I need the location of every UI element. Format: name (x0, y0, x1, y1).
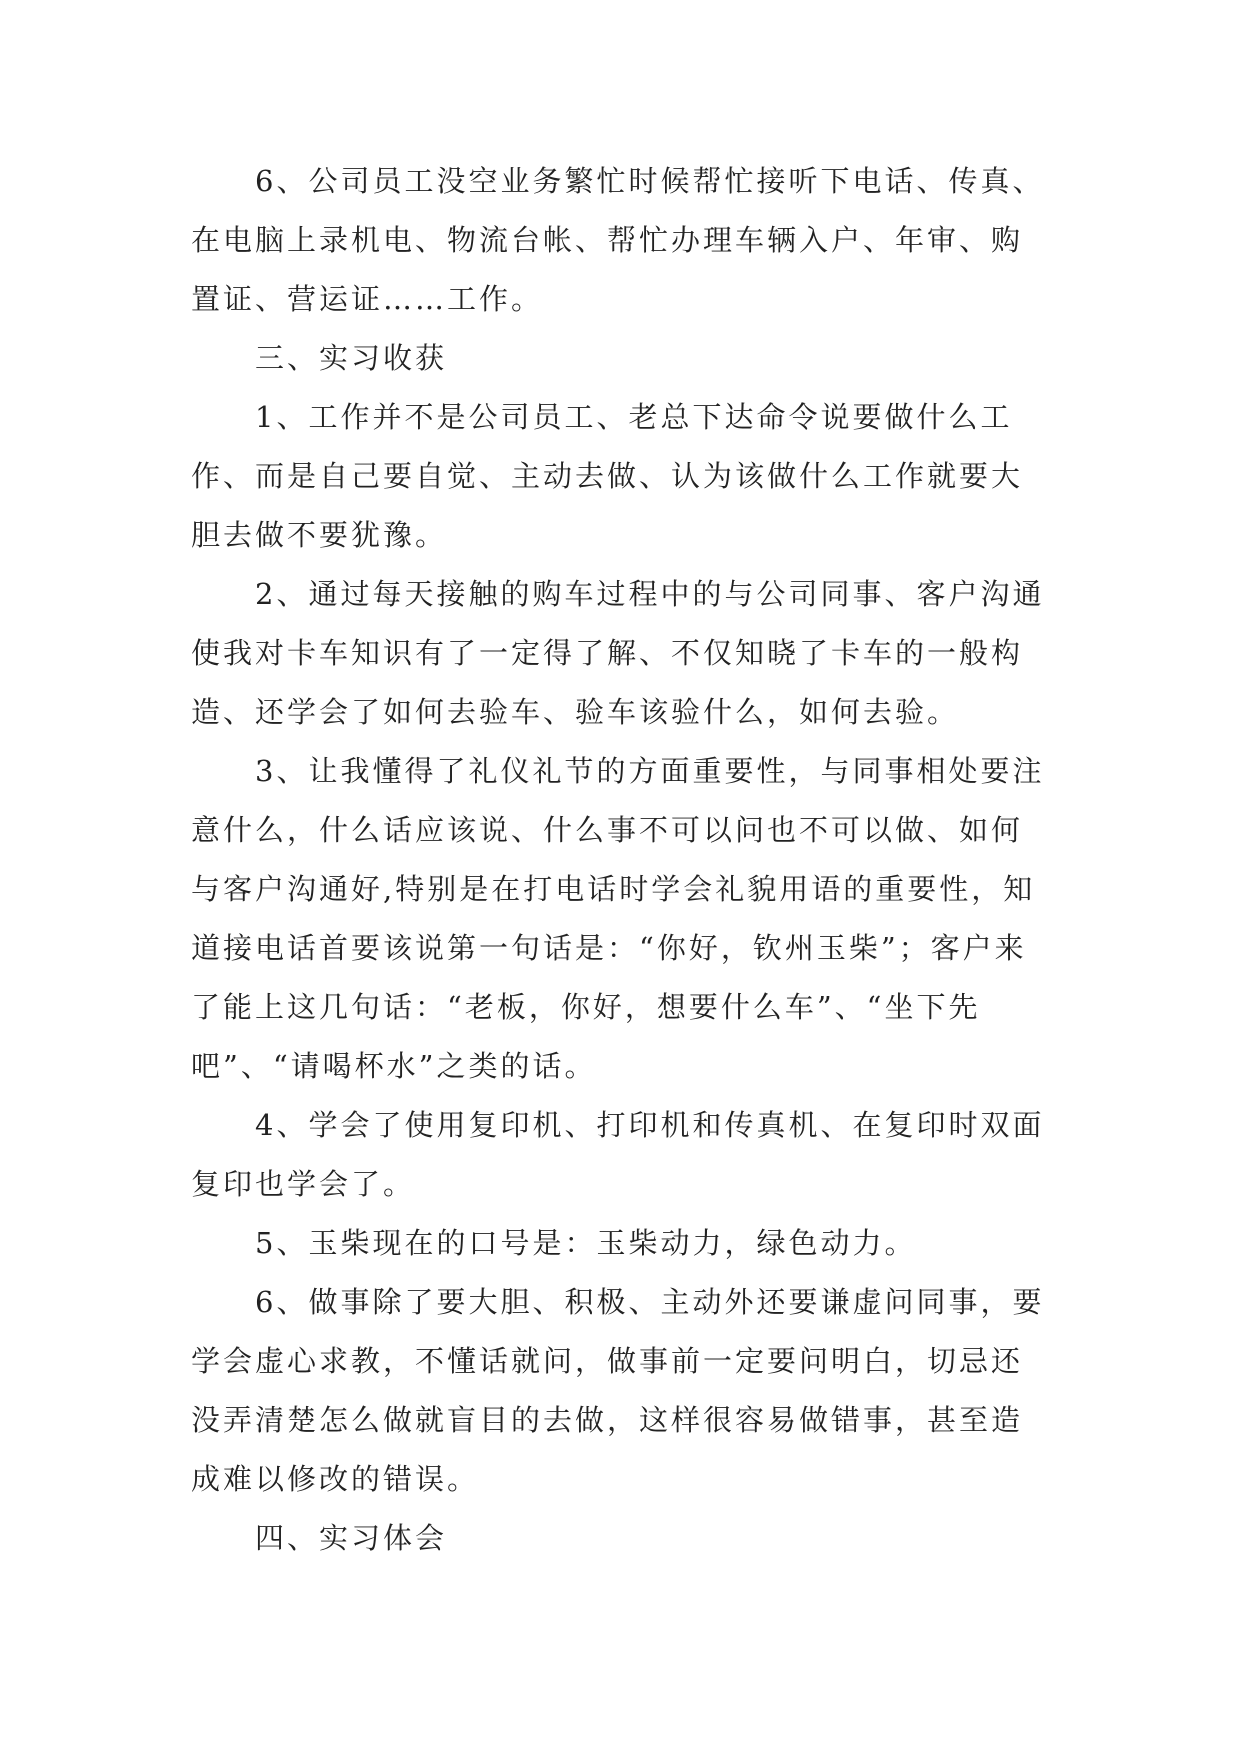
document-body (191, 152, 1051, 1568)
paragraph-gain-5: 5、玉柴现在的口号是：玉柴动力，绿色动力。 (255, 1226, 917, 1260)
paragraph-gain-3: 3、让我懂得了礼仪礼节的方面重要性，与同事相处要注意什么，什么话应该说、什么事不可以问也不可以做、如何与客户沟通好,特别是在打电话时学会礼貌用语的重要性，知道接电话首要该说第一句话是：“你好，钦州玉柴”；客户来了能上这几句话：“老板，你好，想要什么车”、“坐下先吧”、“请喝杯水”之类的话。 (191, 754, 1045, 1083)
paragraph-gain-4: 4、学会了使用复印机、打印机和传真机、在复印时双面复印也学会了。 (191, 1108, 1045, 1201)
paragraph-gain-6: 6、做事除了要大胆、积极、主动外还要谦虚问同事，要学会虚心求教，不懂话就问，做事前一定要问明白，切忌还没弄清楚怎么做就盲目的去做，这样很容易做错事，甚至造成难以修改的错误。 (191, 1285, 1045, 1496)
paragraph-gain-1: 1、工作并不是公司员工、老总下达命令说要做什么工作、而是自己要自觉、主动去做、认为该做什么工作就要大胆去做不要犹豫。 (191, 400, 1024, 552)
paragraph-gain-2: 2、通过每天接触的购车过程中的与公司同事、客户沟通使我对卡车知识有了一定得了解、不仅知晓了卡车的一般构造、还学会了如何去验车、验车该验什么，如何去验。 (191, 577, 1045, 729)
paragraph-item-6-duties: 6、公司员工没空业务繁忙时候帮忙接听下电话、传真、在电脑上录机电、物流台帐、帮忙办理车辆入户、年审、购置证、营运证……工作。 (191, 164, 1045, 316)
section-heading-internship-reflection: 四、实习体会 (255, 1521, 448, 1555)
section-heading-internship-gains: 三、实习收获 (255, 341, 448, 375)
